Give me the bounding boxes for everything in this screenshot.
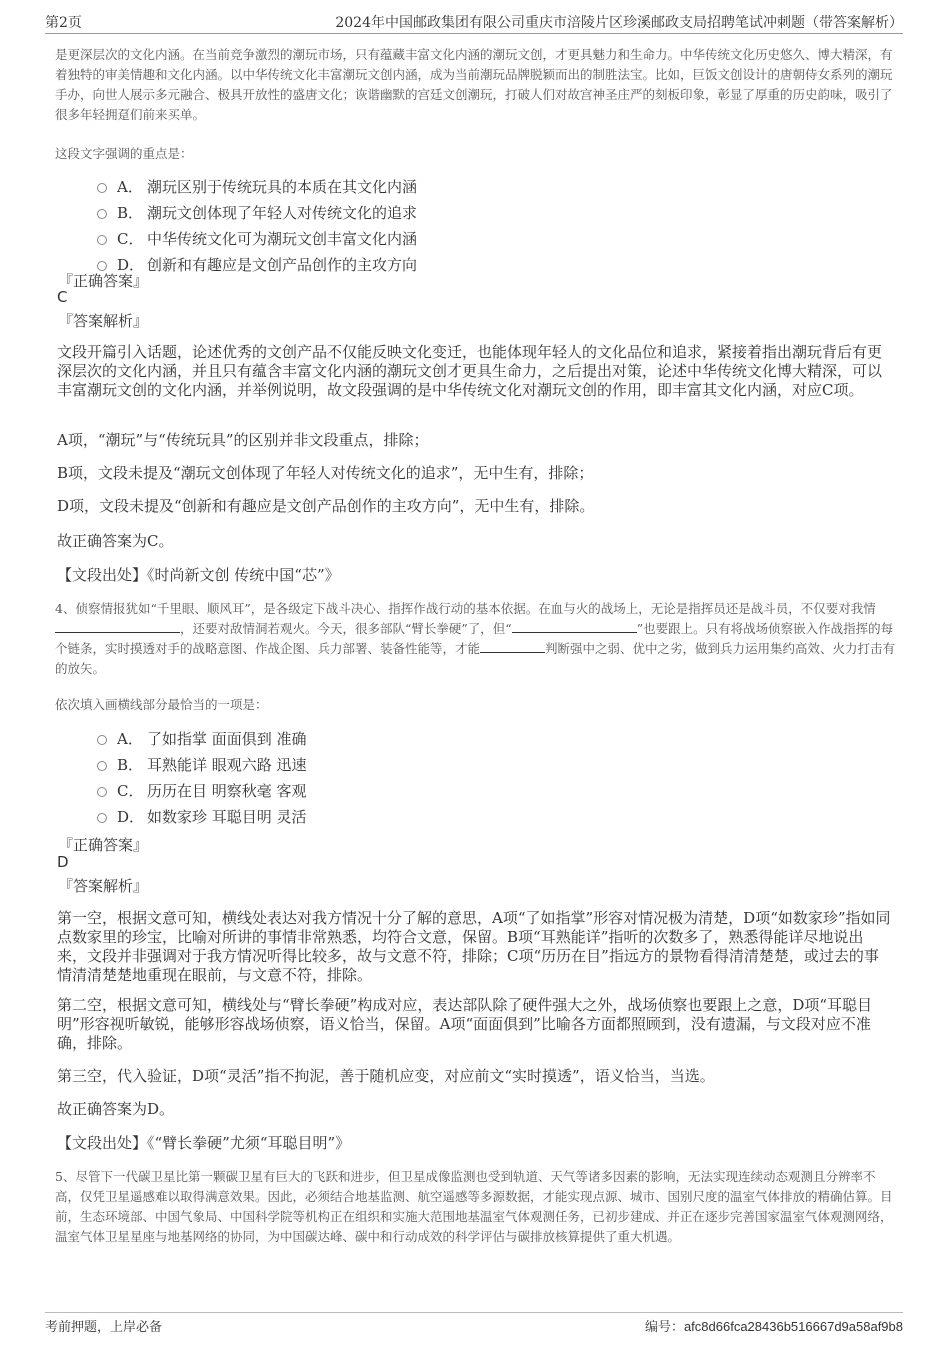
- q3-options: [97, 173, 417, 277]
- q3-option-a[interactable]: A． 潮玩区别于传统玩具的本质在其文化内涵: [97, 173, 417, 199]
- page-number: 第2页: [45, 15, 82, 31]
- q4-answer: D: [57, 853, 69, 871]
- q4-source: 【文段出处】《“臂长拳硬”尤须“耳聪目明”》: [57, 1134, 351, 1152]
- q5-passage: 5、尽管下一代碳卫星比第一颗碳卫星有巨大的飞跃和进步，但卫星成像监测也受到轨道、天气等诸多因素的影响，无法实现连续动态观测且分辨率不高，仅凭卫星遥感难以取得满意效果。因此，必须结合地基监测、航空遥感等多源数据，才能实现点源、城市、国别尺度的温室气体排放的精确估算。目前，生态环境部、中国气象局、中国科学院等机构正在组织和实施大范围地基温室气体观测任务，已初步建成、并正在逐步完善国家温室气体观测网络，温室气体卫星星座与地基网络的协同，为中国碳达峰、碳中和行动成效的科学评估与碳排放核算提供了重大机遇。: [55, 1169, 893, 1244]
- q3-answer: C: [57, 288, 68, 306]
- q3-analysis-d: D项，文段未提及“创新和有趣应是文创产品创作的主攻方向”，无中生有，排除。: [57, 497, 595, 515]
- q3-answer-label: 『正确答案』: [58, 272, 149, 290]
- q3-source: 【文段出处】《时尚新文创 传统中国“芯”》: [57, 566, 340, 584]
- q4-options: [97, 725, 307, 829]
- header-divider: [45, 33, 903, 34]
- q3-analysis-b: B项，文段未提及“潮玩文创体现了年轻人对传统文化的追求”，无中生有，排除；: [57, 464, 594, 482]
- q3-analysis-label: 『答案解析』: [58, 312, 149, 330]
- radio-icon[interactable]: [97, 209, 107, 219]
- q4-option-c[interactable]: C． 历历在目 明察秋毫 客观: [97, 777, 307, 803]
- q3-conclusion: 故正确答案为C。: [57, 532, 174, 550]
- blank-1: [55, 620, 180, 633]
- q3-analysis-a: A项，“潮玩”与“传统玩具”的区别并非文段重点，排除；: [57, 431, 429, 449]
- footer-divider: [45, 1312, 903, 1313]
- blank-3: [480, 640, 545, 653]
- q4-prompt: 依次填入画横线部分最恰当的一项是：: [55, 697, 268, 712]
- q3-option-d[interactable]: D． 创新和有趣应是文创产品创作的主攻方向: [97, 251, 417, 277]
- q4-option-a[interactable]: A． 了如指掌 面面俱到 准确: [97, 725, 307, 751]
- q4-option-d[interactable]: D． 如数家珍 耳聪目明 灵活: [97, 803, 307, 829]
- radio-icon[interactable]: [97, 761, 107, 771]
- q4-conclusion: 故正确答案为D。: [57, 1100, 175, 1118]
- q3-option-b[interactable]: B． 潮玩文创体现了年轻人对传统文化的追求: [97, 199, 417, 225]
- q4-analysis-2: 第二空，根据文意可知，横线处与“臂长拳硬”构成对应，表达部队除了硬件强大之外，战场侦察也要跟上之意，D项“耳聪目明”形容视听敏锐，能够形容战场侦察，语义恰当，保留。A项“面面俱到”比喻各方面都照顾到，没有遗漏，与文段对应不准确，排除。: [57, 996, 873, 1052]
- q4-analysis-label: 『答案解析』: [58, 877, 149, 895]
- radio-icon[interactable]: [97, 813, 107, 823]
- radio-icon[interactable]: [97, 235, 107, 245]
- q4-option-b[interactable]: B． 耳熟能详 眼观六路 迅速: [97, 751, 307, 777]
- radio-icon[interactable]: [97, 735, 107, 745]
- q4-answer-label: 『正确答案』: [58, 836, 149, 854]
- document-code: 编号：afc8d66fca28436b516667d9a58af9b8: [644, 1319, 903, 1335]
- q3-prompt: 这段文字强调的重点是：: [55, 146, 193, 161]
- blank-2: [512, 620, 637, 633]
- footer-slogan: 考前押题，上岸必备: [45, 1320, 163, 1335]
- radio-icon[interactable]: [97, 787, 107, 797]
- q3-analysis-main: 文段开篇引入话题，论述优秀的文创产品不仅能反映文化变迁，也能体现年轻人的文化品位和追求，紧接着指出潮玩背后有更深层次的文化内涵，并且只有蕴含丰富文化内涵的潮玩文创才更具生命力，之后提出对策，论述中华传统文化博大精深，可以丰富潮玩文创的文化内涵，并举例说明，故文段强调的是中华传统文化对潮玩文创的作用，即丰富其文化内涵，对应C项。: [57, 343, 883, 399]
- radio-icon[interactable]: [97, 183, 107, 193]
- q4-analysis-3: 第三空，代入验证，D项“灵活”指不拘泥，善于随机应变，对应前文“实时摸透”，语义恰当，当选。: [57, 1067, 715, 1085]
- q4-passage: 4、侦察情报犹如“千里眼、顺风耳”，是各级定下战斗决心、指挥作战行动的基本依据。在血与火的战场上，无论是指挥员还是战斗员，不仅要对我情，还要对敌情洞若观火。今天，很多部队“臂长拳硬”了，但“ ”也要跟上。只有将战场侦察嵌入作战指挥的每个链条，实时摸透对手的战略意图、作战企图、兵力部署、装备性能等，才能 判断强中之弱、优中之劣，做到兵力运用集约高效、火力打击有的放矢。: [55, 601, 896, 676]
- document-title: 2024年中国邮政集团有限公司重庆市涪陵片区珍溪邮政支局招聘笔试冲刺题（带答案解析）: [335, 15, 903, 31]
- q3-passage: 是更深层次的文化内涵。在当前竞争激烈的潮玩市场，只有蕴藏丰富文化内涵的潮玩文创，才更具魅力和生命力。中华传统文化历史悠久、博大精深，有着独特的审美情趣和文化内涵。以中华传统文化丰富潮玩文创内涵，成为当前潮玩品牌脱颖而出的制胜法宝。比如，巨饭文创设计的唐朝侍女系列的潮玩手办，向世人展示多元融合、极具开放性的盛唐文化；诙谐幽默的宫廷文创潮玩，打破人们对故宫神圣庄严的刻板印象，彰显了厚重的历史韵味，吸引了很多年轻拥趸们前来买单。: [55, 47, 893, 122]
- q3-option-c[interactable]: C． 中华传统文化可为潮玩文创丰富文化内涵: [97, 225, 417, 251]
- q4-analysis-1: 第一空，根据文意可知，横线处表达对我方情况十分了解的意思，A项“了如指掌”形容对情况极为清楚，D项“如数家珍”指如同点数家里的珍宝，比喻对所讲的事情非常熟悉，均符合文意，保留。B项“耳熟能详”指听的次数多了，熟悉得能详尽地说出来，文段并非强调对于我方情况听得比较多，故与文意不符，排除；C项“历历在目”指远方的景物看得清清楚楚，或过去的事情清清楚楚地重现在眼前，与文意不符，排除。: [57, 909, 891, 984]
